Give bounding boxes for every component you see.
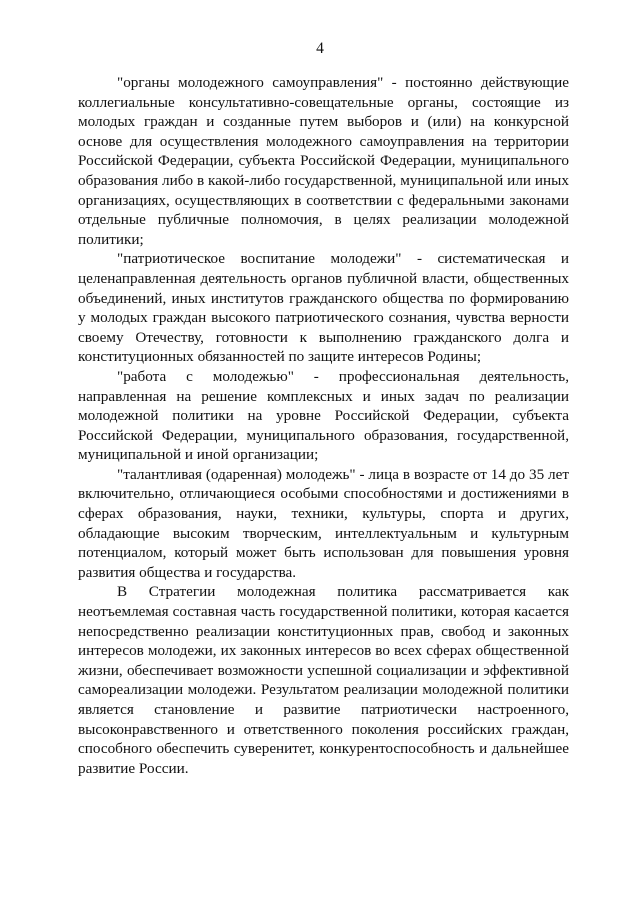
- paragraph-youth-self-government-definition: "органы молодежного самоуправления" - постоянно действующие коллегиальные консультативно-совещательные органы, состоящие из молодых граждан и созданные путем выборов и (или) на конкурсной основе для осуществления молодежного самоуправления на территории Российской Федерации, субъекта Российской Федерации, муниципального образования либо в какой-либо государственной, муниципальной или иных организациях, осуществляющих в соответствии с федеральными законами отдельные публичные полномочия, в целях реализации молодежной политики;: [78, 74, 569, 248]
- page-number: 4: [316, 40, 324, 57]
- document-body: [78, 73, 569, 778]
- paragraph-youth-work-definition: "работа с молодежью" - профессиональная деятельность, направленная на решение комплексных и иных задач по реализации молодежной политики на уровне Российской Федерации, субъекта Российской Федерации, муниципального образования, государственной, муниципальной и иной организации;: [78, 367, 569, 464]
- paragraph-patriotic-education-definition: "патриотическое воспитание молодежи" - систематическая и целенаправленная деятельность органов публичной власти, общественных объединений, иных институтов гражданского общества по формированию у молодых граждан высокого патриотического сознания, чувства верности своему Отечеству, готовности к выполнению гражданского долга и конституционных обязанностей по защите интересов Родины;: [78, 250, 569, 366]
- paragraph-strategy-youth-policy: В Стратегии молодежная политика рассматривается как неотъемлемая составная часть государственной политики, которая касается непосредственно реализации конституционных прав, свобод и законных интересов молодежи, их законных интересов во всех сферах общественной жизни, обеспечивает возможности успешной социализации и эффективной самореализации молодежи. Результатом реализации молодежной политики является становление и развитие патриотически настроенного, высоконравственного и ответственного поколения российских граждан, способного обеспечить суверенитет, конкурентоспособность и дальнейшее развитие России.: [78, 583, 569, 777]
- paragraph-talented-youth-definition: "талантливая (одаренная) молодежь" - лица в возрасте от 14 до 35 лет включительно, отличающиеся особыми способностями и достижениями в сферах образования, науки, техники, культуры, спорта и других, обладающие высоким творческим, интеллектуальным и культурным потенциалом, который может быть использован для повышения уровня развития общества и государства.: [78, 465, 569, 581]
